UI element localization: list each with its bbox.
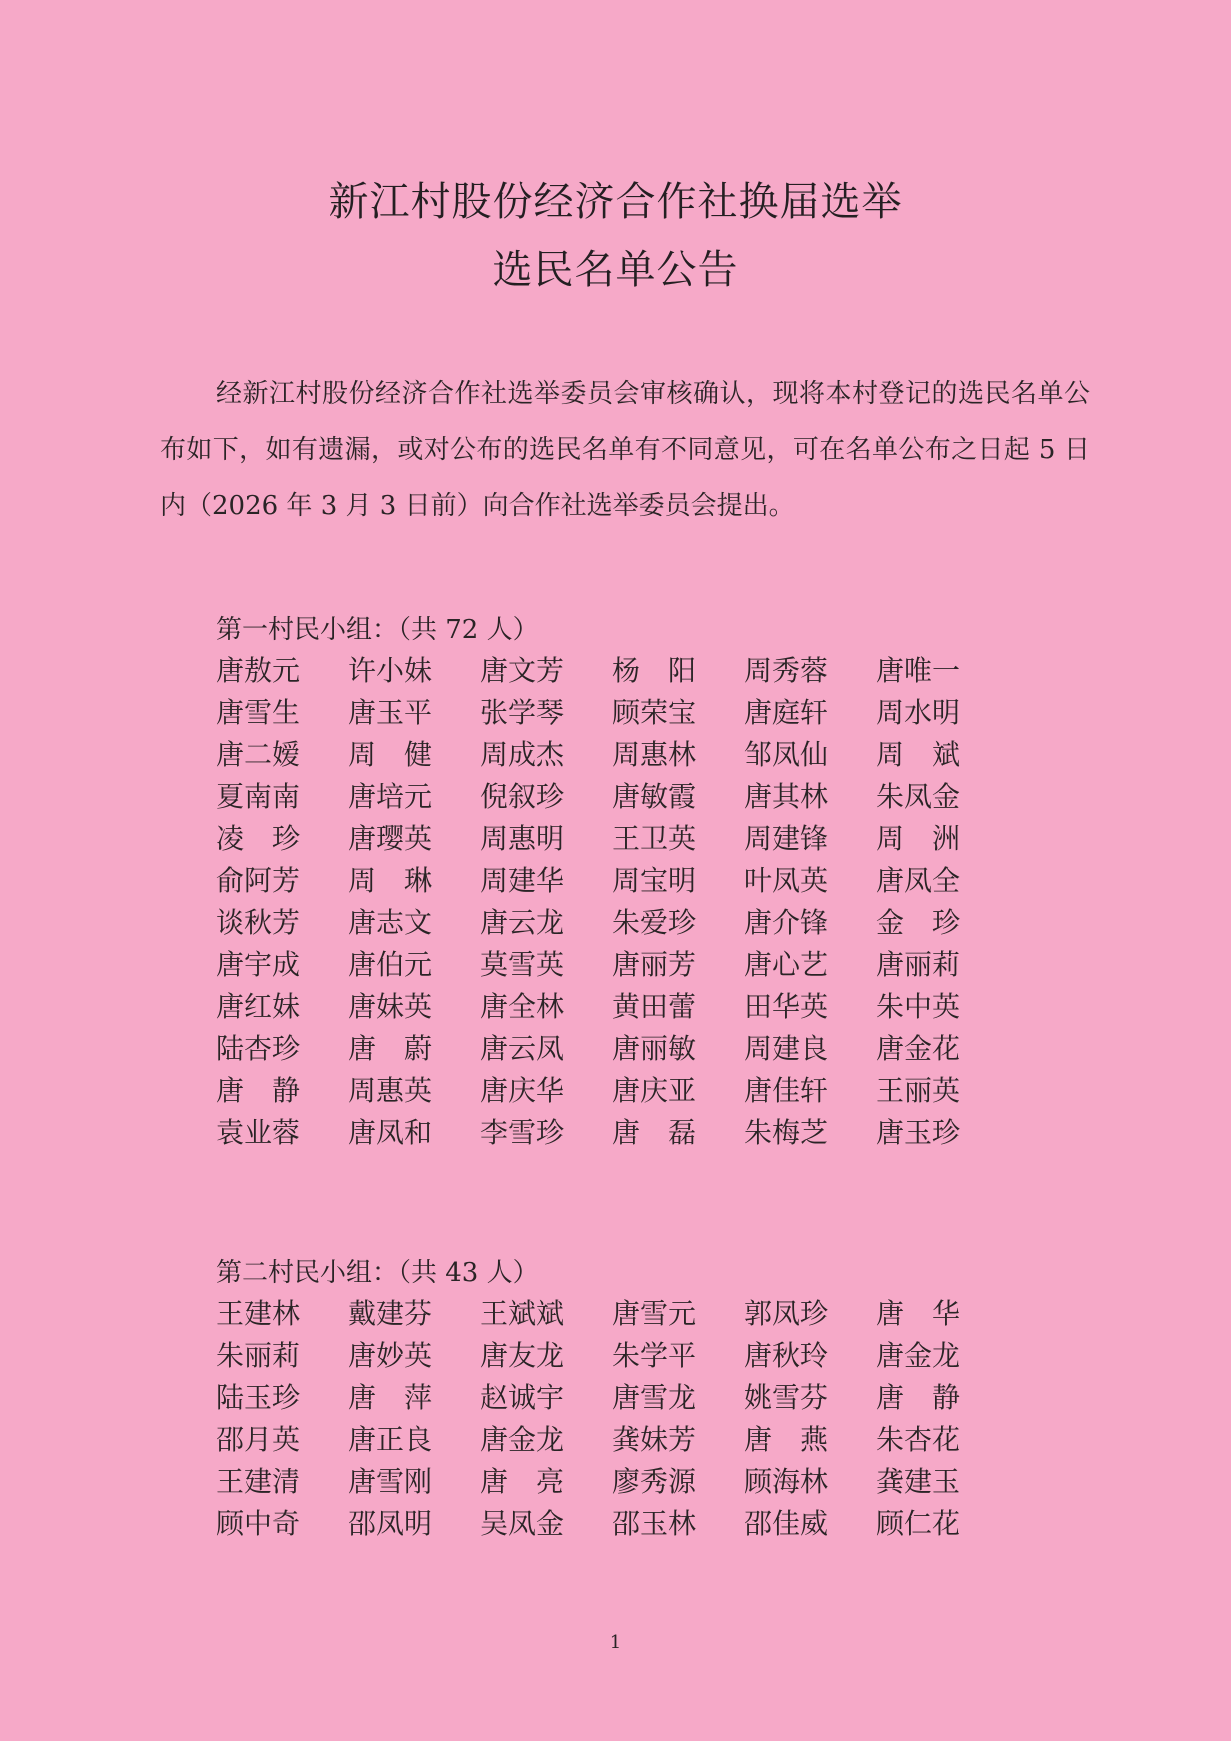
voter-name: 邵月英 [216,1423,301,1456]
voter-name: 周建良 [744,1032,829,1065]
voter-name: 唐 华 [876,1297,961,1330]
voter-name: 唐培元 [348,780,433,813]
voter-name: 周惠明 [480,822,565,855]
voter-name: 姚雪芬 [744,1381,829,1414]
voter-name: 唐 萍 [348,1381,433,1414]
group-header: 第一村民小组：（共 72 人） [216,615,539,645]
voter-name: 唐玉平 [348,696,433,729]
voter-name: 唐雪生 [216,696,301,729]
voter-name: 唐璎英 [348,822,433,855]
voter-name: 唐介锋 [744,906,829,939]
voter-name: 黄田蕾 [612,990,697,1023]
voter-name: 唐秋玲 [744,1339,829,1372]
voter-name: 唐庆亚 [612,1074,697,1107]
voter-name: 王丽英 [876,1074,961,1107]
voter-name: 周建锋 [744,822,829,855]
voter-name: 唐 静 [216,1074,301,1107]
voter-name: 唐 亮 [480,1465,565,1498]
voter-name: 唐二嫒 [216,738,301,771]
voter-name: 唐伯元 [348,948,433,981]
voter-name: 唐凤和 [348,1116,433,1149]
voter-name: 许小妹 [348,654,433,687]
voter-name: 俞阿芳 [216,864,301,897]
voter-name: 王卫英 [612,822,697,855]
voter-name: 王斌斌 [480,1297,565,1330]
voter-name: 唐妙英 [348,1339,433,1372]
voter-name: 唐庭轩 [744,696,829,729]
voter-name: 邹凤仙 [744,738,829,771]
voter-name: 唐金花 [876,1032,961,1065]
voter-name: 郭凤珍 [744,1297,829,1330]
document-title-line2: 选民名单公告 [492,247,739,293]
voter-name: 唐友龙 [480,1339,565,1372]
voter-name: 夏南南 [216,780,301,813]
voter-name: 顾海林 [744,1465,829,1498]
voter-name: 杨 阳 [612,654,697,687]
voter-name: 周惠英 [348,1074,433,1107]
voter-name: 周 琳 [348,864,433,897]
voter-name: 朱丽莉 [216,1339,301,1372]
voter-name: 李雪珍 [480,1116,565,1149]
voter-name: 朱爱珍 [612,906,697,939]
voter-name: 唐 燕 [744,1423,829,1456]
voter-name: 凌 珍 [216,822,301,855]
voter-name: 唐凤全 [876,864,961,897]
voter-name: 龚妹芳 [612,1423,697,1456]
voter-name: 邵玉林 [612,1507,697,1540]
voter-name: 唐玉珍 [876,1116,961,1149]
voter-name: 田华英 [744,990,829,1023]
voter-name: 周 洲 [876,822,961,855]
group-first [216,610,996,1154]
voter-name: 唐 静 [876,1381,961,1414]
intro-paragraph: 经新江村股份经济合作社选举委员会审核确认，现将本村登记的选民名单公布如下，如有遗漏，或对公布的选民名单有不同意见，可在名单公布之日起 5 日内（2026 年 3 月 3 日前）向合作社选举委员会提出。 [160,379,1090,521]
voter-name: 唐云凤 [480,1032,565,1065]
voter-name: 袁业蓉 [216,1116,301,1149]
voter-name: 廖秀源 [612,1465,697,1498]
voter-name: 王建林 [216,1297,301,1330]
voter-name: 陆杏珍 [216,1032,301,1065]
voter-name: 唐金龙 [480,1423,565,1456]
voter-name: 邵佳威 [744,1507,829,1540]
voter-name: 唐唯一 [876,654,961,687]
voter-name: 邵凤明 [348,1507,433,1540]
voter-name: 周宝明 [612,864,697,897]
voter-name: 唐 磊 [612,1116,697,1149]
voter-name: 唐心艺 [744,948,829,981]
voter-name: 唐文芳 [480,654,565,687]
voter-name: 朱梅芝 [744,1116,829,1149]
document-title-line1: 新江村股份经济合作社换届选举 [328,179,903,225]
voter-name: 唐雪龙 [612,1381,697,1414]
voter-name: 朱杏花 [876,1423,961,1456]
voter-name: 唐红妹 [216,990,301,1023]
voter-name: 唐雪元 [612,1297,697,1330]
voter-name: 赵诚宇 [480,1381,565,1414]
voter-name: 唐丽敏 [612,1032,697,1065]
voter-name: 谈秋芳 [216,906,301,939]
voter-name: 龚建玉 [876,1465,961,1498]
voter-name: 朱凤金 [876,780,961,813]
voter-name: 顾仁花 [876,1507,961,1540]
voter-name: 唐丽芳 [612,948,697,981]
voter-name: 唐其林 [744,780,829,813]
voter-name: 周 斌 [876,738,961,771]
voter-name: 唐金龙 [876,1339,961,1372]
voter-name: 莫雪英 [480,948,565,981]
voter-name: 唐雪刚 [348,1465,433,1498]
voter-name: 唐全林 [480,990,565,1023]
voter-name: 唐云龙 [480,906,565,939]
voter-name: 王建清 [216,1465,301,1498]
voter-name-list [216,650,996,1154]
voter-name: 朱中英 [876,990,961,1023]
voter-name: 唐敖元 [216,654,301,687]
voter-name: 唐正良 [348,1423,433,1456]
voter-name: 唐宇成 [216,948,301,981]
page-number: 1 [609,1632,622,1653]
voter-name: 顾荣宝 [612,696,697,729]
voter-name: 朱学平 [612,1339,697,1372]
group-header: 第二村民小组：（共 43 人） [216,1258,539,1288]
voter-name: 周 健 [348,738,433,771]
voter-name: 周建华 [480,864,565,897]
voter-name: 周秀蓉 [744,654,829,687]
voter-name: 戴建芬 [348,1297,433,1330]
voter-name: 唐敏霞 [612,780,697,813]
voter-name: 陆玉珍 [216,1381,301,1414]
voter-name: 唐 蔚 [348,1032,433,1065]
voter-name: 倪叙珍 [480,780,565,813]
voter-name: 金 珍 [876,906,961,939]
voter-name: 唐丽莉 [876,948,961,981]
voter-name: 周惠林 [612,738,697,771]
voter-name: 张学琴 [480,696,565,729]
voter-name: 唐妹英 [348,990,433,1023]
voter-name: 吴凤金 [480,1507,565,1540]
voter-name: 唐佳轩 [744,1074,829,1107]
group-second [216,1253,996,1545]
voter-name: 唐志文 [348,906,433,939]
voter-name: 顾中奇 [216,1507,301,1540]
voter-name-list [216,1293,996,1545]
voter-name: 叶凤英 [744,864,829,897]
voter-name: 周水明 [876,696,961,729]
voter-name: 唐庆华 [480,1074,565,1107]
voter-name: 周成杰 [480,738,565,771]
